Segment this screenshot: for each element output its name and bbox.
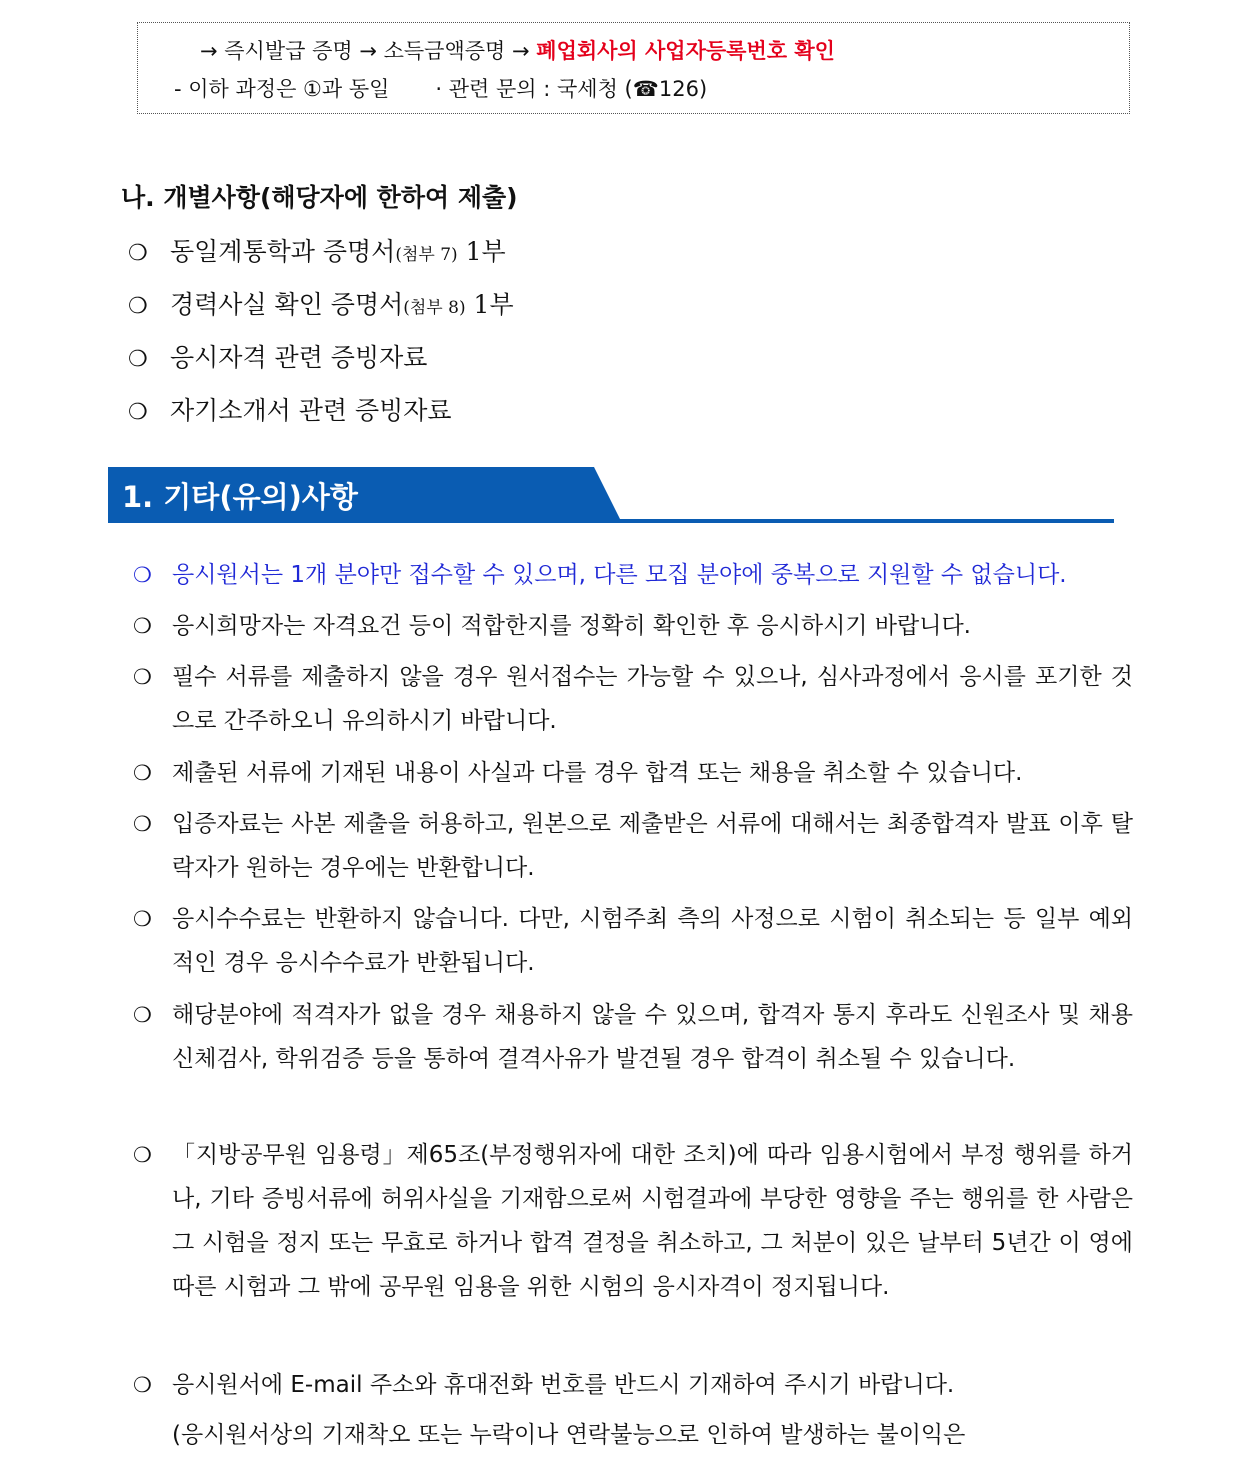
notice-line-2 [174, 73, 707, 103]
bullet-icon: ❍ [133, 563, 152, 587]
note-item [133, 1363, 1133, 1407]
banner-title: 1. 기타(유의)사항 [122, 480, 358, 514]
note-item [133, 897, 1133, 985]
note-text: 응시원서에 E-mail 주소와 휴대전화 번호를 반드시 기재하여 주시기 바랍니다. [172, 1372, 955, 1398]
bullet-icon: ❍ [128, 294, 148, 319]
note-text: 입증자료는 사본 제출을 허용하고, 원본으로 제출받은 서류에 대해서는 최종합격자 발표 이후 탈락자가 원하는 경우에는 반환합니다. [172, 811, 1133, 881]
list-item [128, 232, 506, 268]
bullet-icon: ❍ [133, 614, 152, 638]
note-text: 응시희망자는 자격요건 등이 적합한지를 정확히 확인한 후 응시하시기 바랍니다. [172, 613, 971, 639]
list-item [128, 338, 427, 374]
list-item-text: 동일계통학과 증명서 [170, 237, 396, 266]
bullet-icon: ❍ [128, 347, 148, 372]
bullet-icon: ❍ [133, 761, 152, 785]
list-item [128, 391, 452, 427]
bullet-icon: ❍ [133, 1003, 152, 1027]
notice-box [137, 22, 1130, 114]
bullet-icon: ❍ [133, 812, 152, 836]
list-item-text: 경력사실 확인 증명서 [170, 290, 404, 319]
note-text: 제출된 서류에 기재된 내용이 사실과 다를 경우 합격 또는 채용을 취소할 수 있습니다. [172, 760, 1023, 786]
note-item [133, 655, 1133, 743]
note-text: 해당분야에 적격자가 없을 경우 채용하지 않을 수 있으며, 합격자 통지 후라도 신원조사 및 채용신체검사, 학위검증 등을 통하여 결격사유가 발견될 경우 합격이 취소될 수 있습니다. [172, 1002, 1133, 1072]
notice-path-text: → 즉시발급 증명 → 소득금액증명 → [200, 39, 537, 63]
note-continuation [133, 1413, 1133, 1457]
attachment-note: (첨부 7) [395, 245, 458, 265]
note-text: (응시원서상의 기재착오 또는 누락이나 연락불능으로 인하여 발생하는 불이익은 [172, 1422, 966, 1448]
note-text: 「지방공무원 임용령」제65조(부정행위자에 대한 조치)에 따라 임용시험에서 부정 행위를 하거나, 기타 증빙서류에 허위사실을 기재함으로써 시험결과에 부당한 영향을 주는 행위를 한 사람은 그 시험을 정지 또는 무효로 하거나 합격 결정을 취소하고, 그 처분이 있은 날부터 5년간 이 영에 따른 시험과 그 밖에 공무원 임용을 위한 시험의 응시자격이 정지됩니다. [172, 1142, 1133, 1300]
list-item-text: 응시자격 관련 증빙자료 [170, 343, 428, 372]
section-banner [108, 467, 1114, 523]
bullet-icon: ❍ [133, 907, 152, 931]
notice-contact-text: · 관련 문의 : 국세청 (☎126) [435, 77, 708, 101]
notice-process-text: - 이하 과정은 ①과 동일 [174, 77, 390, 101]
bullet-icon: ❍ [133, 1143, 152, 1167]
note-item [133, 604, 1133, 648]
bullet-icon: ❍ [128, 241, 148, 266]
bullet-icon: ❍ [133, 665, 152, 689]
note-item [133, 802, 1133, 890]
note-text: 응시원서는 1개 분야만 접수할 수 있으며, 다른 모집 분야에 중복으로 지원할 수 없습니다. [172, 562, 1067, 588]
section-title: 나. 개별사항(해당자에 한하여 제출) [121, 183, 518, 212]
note-text: 필수 서류를 제출하지 않을 경우 원서접수는 가능할 수 있으나, 심사과정에서 응시를 포기한 것으로 간주하오니 유의하시기 바랍니다. [172, 664, 1133, 734]
bullet-icon: ❍ [133, 1373, 152, 1397]
note-item [133, 993, 1133, 1081]
list-item-suffix: 1부 [465, 290, 514, 319]
notice-highlight-text: 폐업회사의 사업자등록번호 확인 [536, 39, 835, 63]
note-item [133, 1133, 1133, 1309]
note-item [133, 553, 1133, 597]
bullet-icon: ❍ [128, 400, 148, 425]
notice-line-1 [200, 35, 835, 65]
list-item [128, 285, 514, 321]
note-text: 응시수수료는 반환하지 않습니다. 다만, 시험주최 측의 사정으로 시험이 취소되는 등 일부 예외적인 경우 응시수수료가 반환됩니다. [172, 906, 1133, 976]
attachment-note: (첨부 8) [403, 298, 466, 318]
note-item [133, 751, 1133, 795]
list-item-suffix: 1부 [457, 237, 506, 266]
list-item-text: 자기소개서 관련 증빙자료 [170, 396, 452, 425]
